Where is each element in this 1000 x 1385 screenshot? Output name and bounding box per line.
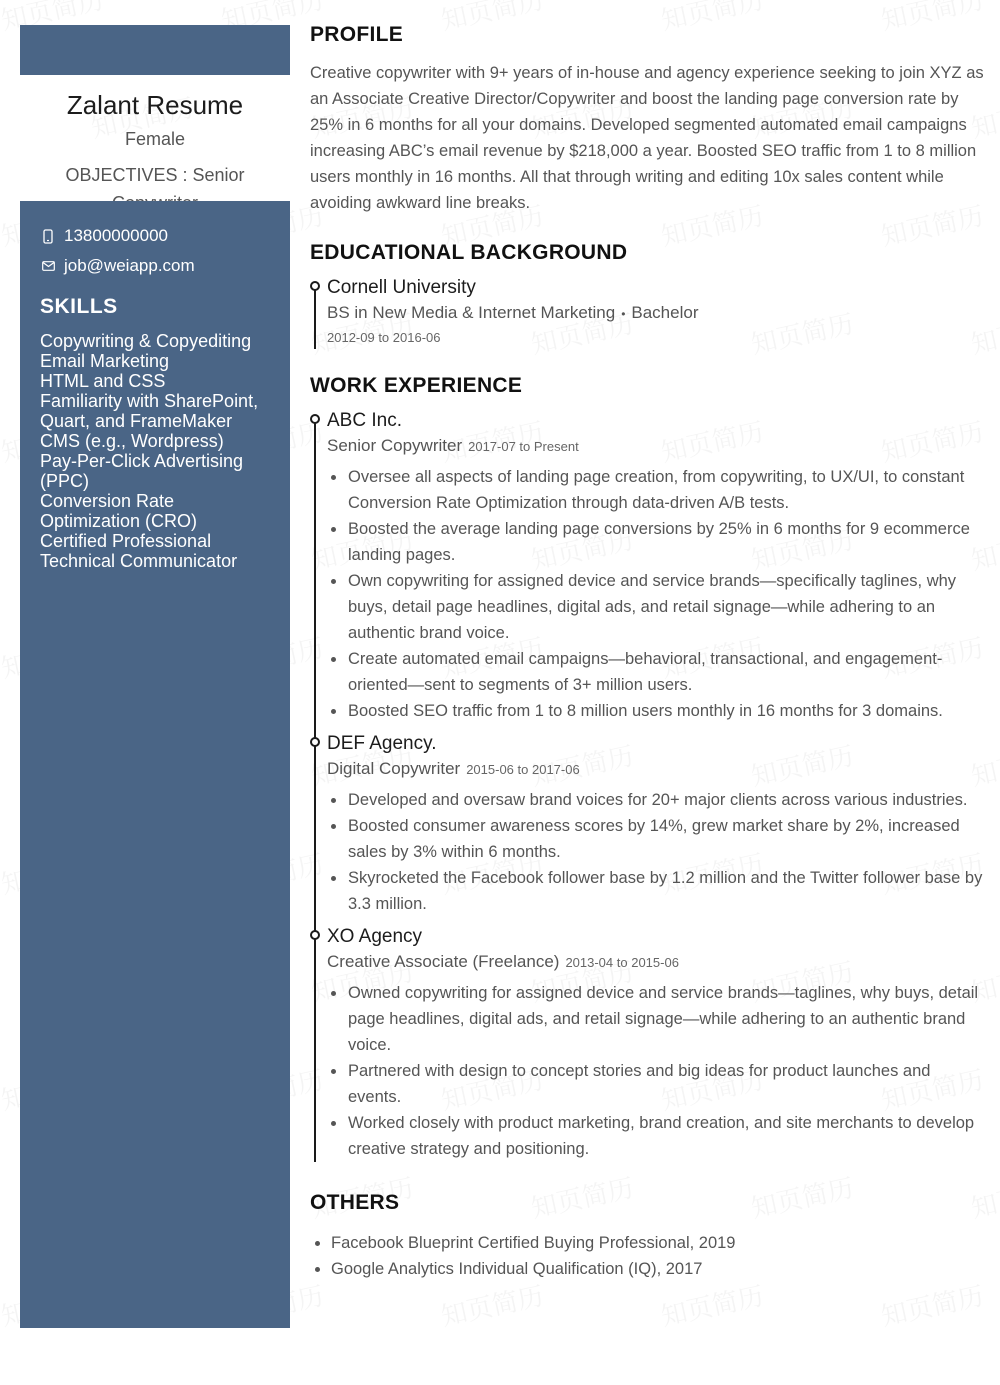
list-item: Google Analytics Individual Qualification (IQ), 2017: [310, 1256, 985, 1282]
work-section: [310, 369, 985, 1162]
list-item: Skyrocketed the Facebook follower base by 1.2 million and the Twitter follower base by 3.3 million.: [327, 865, 985, 917]
education-heading: EDUCATIONAL BACKGROUND: [310, 241, 628, 264]
email-address: job@weiapp.com: [64, 256, 195, 275]
role-line: [327, 756, 985, 783]
timeline-dot: [310, 737, 320, 747]
list-item: Developed and oversaw brand voices for 20+ major clients across various industries.: [327, 787, 985, 813]
phone-number: 13800000000: [64, 226, 169, 245]
work-heading: WORK EXPERIENCE: [310, 374, 523, 397]
skill-item: Familiarity with SharePoint,: [40, 391, 259, 411]
skill-item: Email Marketing: [40, 351, 170, 371]
degree: Bachelor: [631, 303, 699, 322]
others-heading: OTHERS: [310, 1191, 400, 1214]
identity-block: [20, 75, 290, 217]
separator-dot: •: [621, 307, 626, 321]
timeline-dot: [310, 930, 320, 940]
skill-item: HTML and CSS: [40, 371, 166, 391]
profile-section: [310, 18, 985, 216]
list-item: Boosted consumer awareness scores by 14%, grew market share by 2%, increased sales by 3% within 6 months.: [327, 813, 985, 865]
skill-item: Pay-Per-Click Advertising: [40, 451, 244, 471]
list-item: Worked closely with product marketing, brand creation, and site merchants to develop creative strategy and positioning.: [327, 1110, 985, 1162]
timeline-dot: [310, 414, 320, 424]
list-item: Create automated email campaigns—behavioral, transactional, and engagement-oriented—sent to segments of 3+ million users.: [327, 646, 985, 698]
skill-item: Certified Professional: [40, 531, 212, 551]
watermark-text: [657, 1276, 766, 1334]
skill-item: CMS (e.g., Wordpress): [40, 431, 224, 451]
education-item: [327, 276, 985, 349]
work-bullets: [327, 980, 985, 1162]
others-list: [310, 1230, 985, 1282]
skill-item: Copywriting & Copyediting: [40, 331, 252, 351]
work-timeline: [310, 409, 985, 1162]
watermark-text: [437, 1276, 546, 1334]
contact-phone: [40, 221, 270, 251]
candidate-objective: OBJECTIVES : Senior: [65, 165, 245, 185]
work-date: 2017-07 to Present: [468, 439, 579, 454]
list-item: Owned copywriting for assigned device and service brands—taglines, why buys, detail page headlines, digital ads, and retail signage—while adhering to an authentic brand voice.: [327, 980, 985, 1058]
list-item: Boosted SEO traffic from 1 to 8 million users monthly in 16 months for 3 domains.: [327, 698, 985, 724]
profile-text: Creative copywriter with 9+ years of in-house and agency experience seeking to join XYZ as an Associate Creative Director/Copywriter and boost the landing page conversion rate by 25% in 6 months for all your domains. Developed segmented automated email campaigns increasing ABC’s email revenue by $218,000 a year. Boosted SEO traffic from 1 to 8 million users monthly in 16 months. All that through writing and editing 10x sales content while avoiding awkward line breaks.: [310, 64, 984, 212]
education-date: 2012-09 to 2016-06: [327, 330, 441, 345]
work-bullets: [327, 464, 985, 724]
phone-icon: [40, 229, 56, 244]
contact-email: [40, 251, 270, 281]
work-date: 2013-04 to 2015-06: [565, 955, 679, 970]
company-name: XO Agency: [327, 926, 423, 947]
profile-heading: PROFILE: [310, 23, 404, 46]
work-bullets: [327, 787, 985, 917]
school-name: Cornell University: [327, 277, 476, 298]
skills-list: [40, 331, 270, 571]
list-item: Partnered with design to concept stories and big ideas for product launches and events.: [327, 1058, 985, 1110]
work-item: [327, 732, 985, 917]
timeline-line: [314, 415, 316, 1162]
work-date: 2015-06 to 2017-06: [466, 762, 580, 777]
role-line: [327, 949, 985, 976]
watermark-text: [877, 1276, 986, 1334]
skill-item: Conversion Rate: [40, 491, 175, 511]
main-content: [310, 18, 985, 1282]
skill-item: Optimization (CRO): [40, 511, 198, 531]
company-name: DEF Agency.: [327, 733, 437, 754]
work-item: [327, 925, 985, 1162]
sidebar-panel: [20, 201, 290, 1328]
role-title: Senior Copywriter: [327, 436, 463, 455]
timeline-line: [314, 282, 316, 349]
skill-item: Technical Communicator: [40, 551, 238, 571]
list-item: Facebook Blueprint Certified Buying Professional, 2019: [310, 1230, 985, 1256]
candidate-gender: Female: [124, 129, 186, 149]
list-item: Oversee all aspects of landing page creation, from copywriting, to UX/UI, to constant Conversion Rate Optimization through data-driven A/B tests.: [327, 464, 985, 516]
education-section: [310, 236, 985, 349]
company-name: ABC Inc.: [327, 410, 402, 431]
role-line: [327, 433, 985, 460]
education-detail: [327, 300, 985, 327]
work-item: [327, 409, 985, 724]
others-section: [310, 1186, 985, 1282]
skills-heading: SKILLS: [40, 295, 118, 318]
major: BS in New Media & Internet Marketing: [327, 303, 616, 322]
timeline-dot: [310, 281, 320, 291]
role-title: Creative Associate (Freelance): [327, 952, 560, 971]
education-timeline: [310, 276, 985, 349]
role-title: Digital Copywriter: [327, 759, 461, 778]
sidebar-header-band: [20, 25, 290, 75]
mail-icon: [40, 261, 56, 271]
skill-item: (PPC): [40, 471, 89, 491]
candidate-name: Zalant Resume: [66, 90, 244, 120]
list-item: Boosted the average landing page conversions by 25% in 6 months for 9 ecommerce landing pages.: [327, 516, 985, 568]
skill-item: Quart, and FrameMaker: [40, 411, 233, 431]
list-item: Own copywriting for assigned device and service brands—specifically taglines, why buys, detail page headlines, digital ads, and retail signage—while adhering to an authentic brand voice.: [327, 568, 985, 646]
